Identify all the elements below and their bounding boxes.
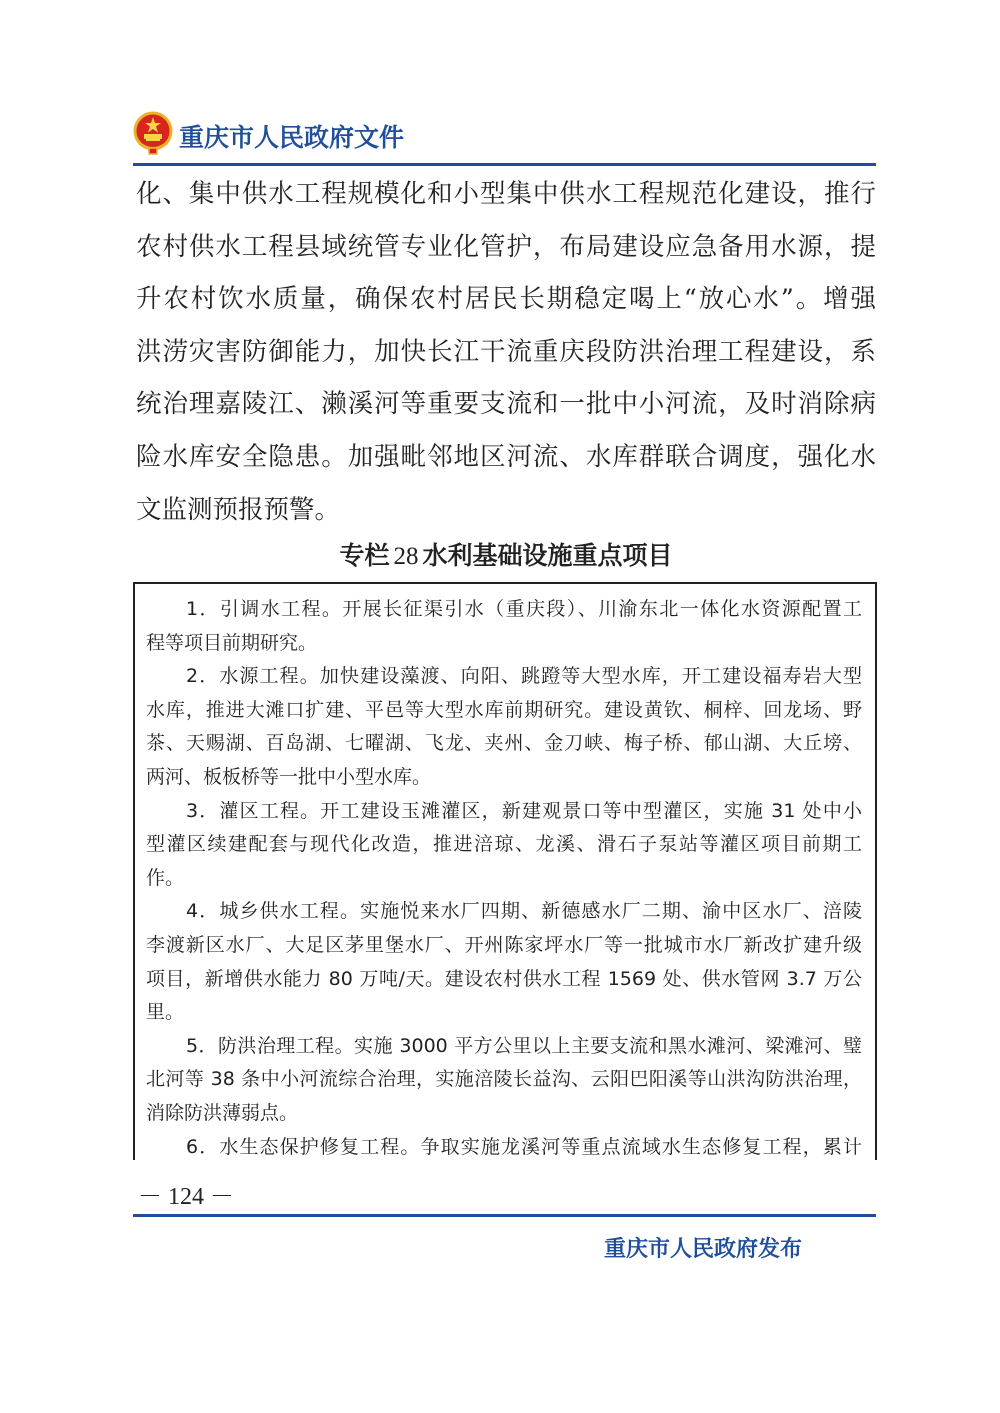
column-heading [136,536,876,572]
project-item-line: 2．水源工程。加快建设藻渡、向阳、跳蹬等大型水库，开工建设福寿岩大型 [186,665,862,688]
header-title: 重庆市人民政府文件 [179,123,405,152]
project-item-line: 水库，推进大滩口扩建、平邑等大型水库前期研究。建设黄钦、桐梓、回龙场、野 [146,698,862,721]
project-item-line: 消除防洪薄弱点。 [146,1101,299,1124]
project-item-line: 1．引调水工程。开展长征渠引水（重庆段）、川渝东北一体化水资源配置工 [186,598,862,620]
page-number: － 124 － [138,1184,234,1210]
project-item-line: 4．城乡供水工程。实施悦来水厂四期、新德感水厂二期、渝中区水厂、涪陵 [186,900,862,923]
body-line: 文监测预报预警。 [136,494,341,525]
project-item-line: 北河等 38 条中小河流综合治理，实施涪陵长益沟、云阳巴阳溪等山洪沟防洪治理， [146,1068,862,1091]
project-item-line: 5．防洪治理工程。实施 3000 平方公里以上主要支流和黑水滩河、梁滩河、璧 [186,1034,862,1057]
column-number: 28 [393,543,419,570]
document-header [133,110,876,166]
body-line: 洪涝灾害防御能力，加快长江干流重庆段防洪治理工程建设，系 [136,336,876,367]
footer-publisher: 重庆市人民政府发布 [604,1236,803,1262]
header-divider [133,163,876,166]
project-item-line: 李渡新区水厂、大足区茅里堡水厂、开州陈家坪水厂等一批城市水厂新改扩建升级 [146,933,862,956]
project-item-line: 作。 [146,866,185,889]
project-item-line: 两河、板板桥等一批中小型水库。 [146,765,432,788]
body-line: 险水库安全隐患。加强毗邻地区河流、水库群联合调度，强化水 [136,441,876,472]
project-box [133,582,877,1160]
project-item-line: 型灌区续建配套与现代化改造，推进涪琼、龙溪、滑石子泵站等灌区项目前期工 [146,833,862,856]
project-item-line: 里。 [146,1001,185,1024]
footer-divider [133,1214,876,1217]
body-line: 统治理嘉陵江、濑溪河等重要支流和一批中小河流，及时消除病 [136,389,876,420]
body-line: 化、集中供水工程规模化和小型集中供水工程规范化建设，推行 [136,179,876,209]
column-label: 专栏 [339,541,390,570]
project-item-line: 程等项目前期研究。 [146,631,318,654]
project-item-line: 3．灌区工程。开工建设玉滩灌区，新建观景口等中型灌区，实施 31 处中小 [186,799,862,822]
project-item-line: 项目，新增供水能力 80 万吨/天。建设农村供水工程 1569 处、供水管网 3.7 万公 [146,967,862,990]
body-line: 农村供水工程县域统管专业化管护，布局建设应急备用水源，提 [136,231,876,262]
project-list [146,593,862,1160]
national-emblem-icon [133,110,173,156]
body-line: 升农村饮水质量，确保农村居民长期稳定喝上“放心水”。增强 [136,284,876,315]
column-title: 水利基础设施重点项目 [422,541,673,570]
body-paragraph [136,168,876,536]
project-item-line: 6．水生态保护修复工程。争取实施龙溪河等重点流域水生态修复工程，累计 [186,1135,862,1158]
project-item-line: 茶、天赐湖、百岛湖、七曜湖、飞龙、夹州、金刀峡、梅子桥、郁山湖、大丘塝、 [146,732,862,755]
